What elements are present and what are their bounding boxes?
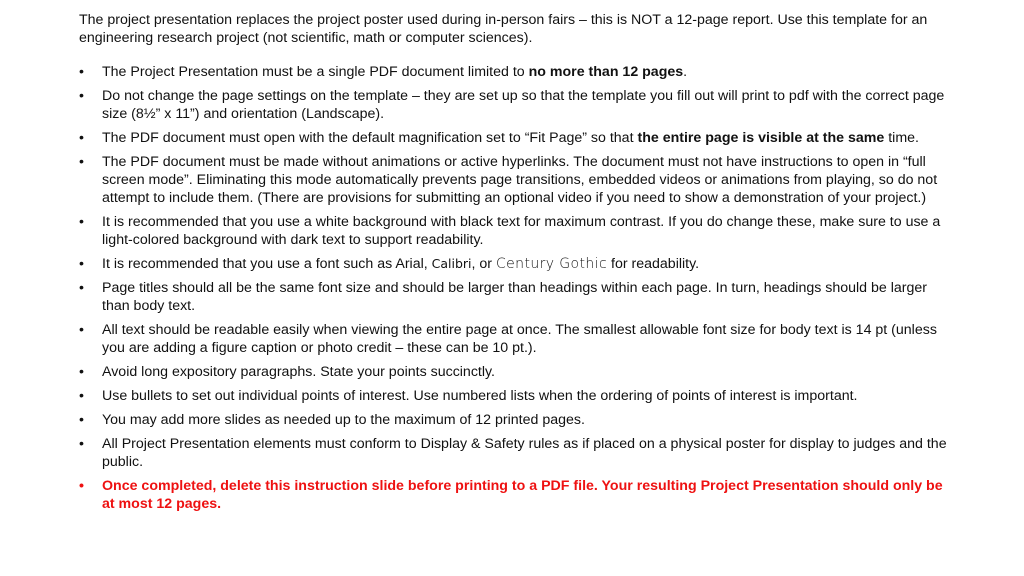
list-item-text: , or (471, 256, 496, 272)
instruction-list (79, 63, 954, 513)
bullet-icon: • (79, 436, 84, 452)
intro-paragraph: The project presentation replaces the project poster used during in-person fairs – this is NOT a 12-page report. Use this template for an engineering research project (not scientific, math or computer sciences). (79, 12, 928, 46)
bullet-icon: • (79, 322, 84, 338)
list-item-text: You may add more slides as needed up to the maximum of 12 printed pages. (102, 412, 585, 428)
list-item-fonts (79, 255, 954, 273)
list-item-text: The PDF document must open with the default magnification set to “Fit Page” so that (102, 130, 638, 146)
list-item-text: for readability. (607, 256, 700, 272)
list-item-titles (79, 279, 954, 315)
list-item-text: . (683, 64, 688, 80)
list-item-text: All text should be readable easily when viewing the entire page at once. The smallest allowable font size for body text is 14 pt (unless you are adding a figure caption or photo credit – these can be 10 pt.). (102, 322, 937, 356)
bullet-icon: • (79, 364, 84, 380)
list-item-text: Do not change the page settings on the template – they are set up so that the template you fill out will print to pdf with the correct page size (8½” x 11”) and orientation (Landscape). (102, 88, 945, 122)
bullet-icon: • (79, 280, 84, 296)
list-item-text: The Project Presentation must be a single PDF document limited to (102, 64, 529, 80)
list-item-text: Once completed, delete this instruction slide before printing to a PDF file. Your resulting Project Presentation should only be at most 12 pages. (102, 478, 943, 512)
list-item-delete-warning (79, 477, 954, 513)
list-item-text: Page titles should all be the same font size and should be larger than headings within each page. In turn, headings should be larger than body text. (102, 280, 928, 314)
bullet-icon: • (79, 154, 84, 170)
list-item-emphasis: no more than 12 pages (528, 64, 684, 80)
list-item-magnification (79, 129, 954, 147)
bullet-icon: • (79, 64, 84, 80)
bullet-icon: • (79, 478, 84, 494)
list-item-background (79, 213, 954, 249)
bullet-icon: • (79, 412, 84, 428)
list-item-text: Use bullets to set out individual points of interest. Use numbered lists when the ordering of points of interest is important. (102, 388, 858, 404)
list-item-emphasis: the entire page is visible at the same (637, 130, 885, 146)
list-item-no-animations (79, 153, 954, 207)
list-item-text: The PDF document must be made without animations or active hyperlinks. The document must not have instructions to open in “full screen mode”. Eliminating this mode automatically prevents page transitions, embedded videos or animations from playing, so do not attempt to include them. (There are provisions for submitting an optional video if you need to show a demonstration of your project.) (102, 154, 938, 206)
list-item-page-limit (79, 63, 954, 81)
list-item-page-settings (79, 87, 954, 123)
bullet-icon: • (79, 388, 84, 404)
list-item-text: It is recommended that you use a white background with black text for maximum contrast. If you do change these, make sure to use a light-colored background with dark text to support readability. (102, 214, 941, 248)
bullet-icon: • (79, 88, 84, 104)
list-item-text: Avoid long expository paragraphs. State your points succinctly. (102, 364, 495, 380)
font-sample-calibri: Calibri (431, 256, 472, 271)
list-item-readability (79, 321, 954, 357)
bullet-icon: • (79, 130, 84, 146)
font-sample-century-gothic: Century Gothic (495, 256, 608, 272)
bullet-icon: • (79, 214, 84, 230)
list-item-text: It is recommended that you use a font such as Arial, (102, 256, 432, 272)
list-item-text: time. (884, 130, 919, 146)
list-item-more-slides (79, 411, 954, 429)
list-item-bullets (79, 387, 954, 405)
list-item-text: All Project Presentation elements must conform to Display & Safety rules as if placed on a physical poster for display to judges and the public. (102, 436, 947, 470)
list-item-succinct (79, 363, 954, 381)
list-item-safety-rules (79, 435, 954, 471)
bullet-icon: • (79, 256, 84, 272)
